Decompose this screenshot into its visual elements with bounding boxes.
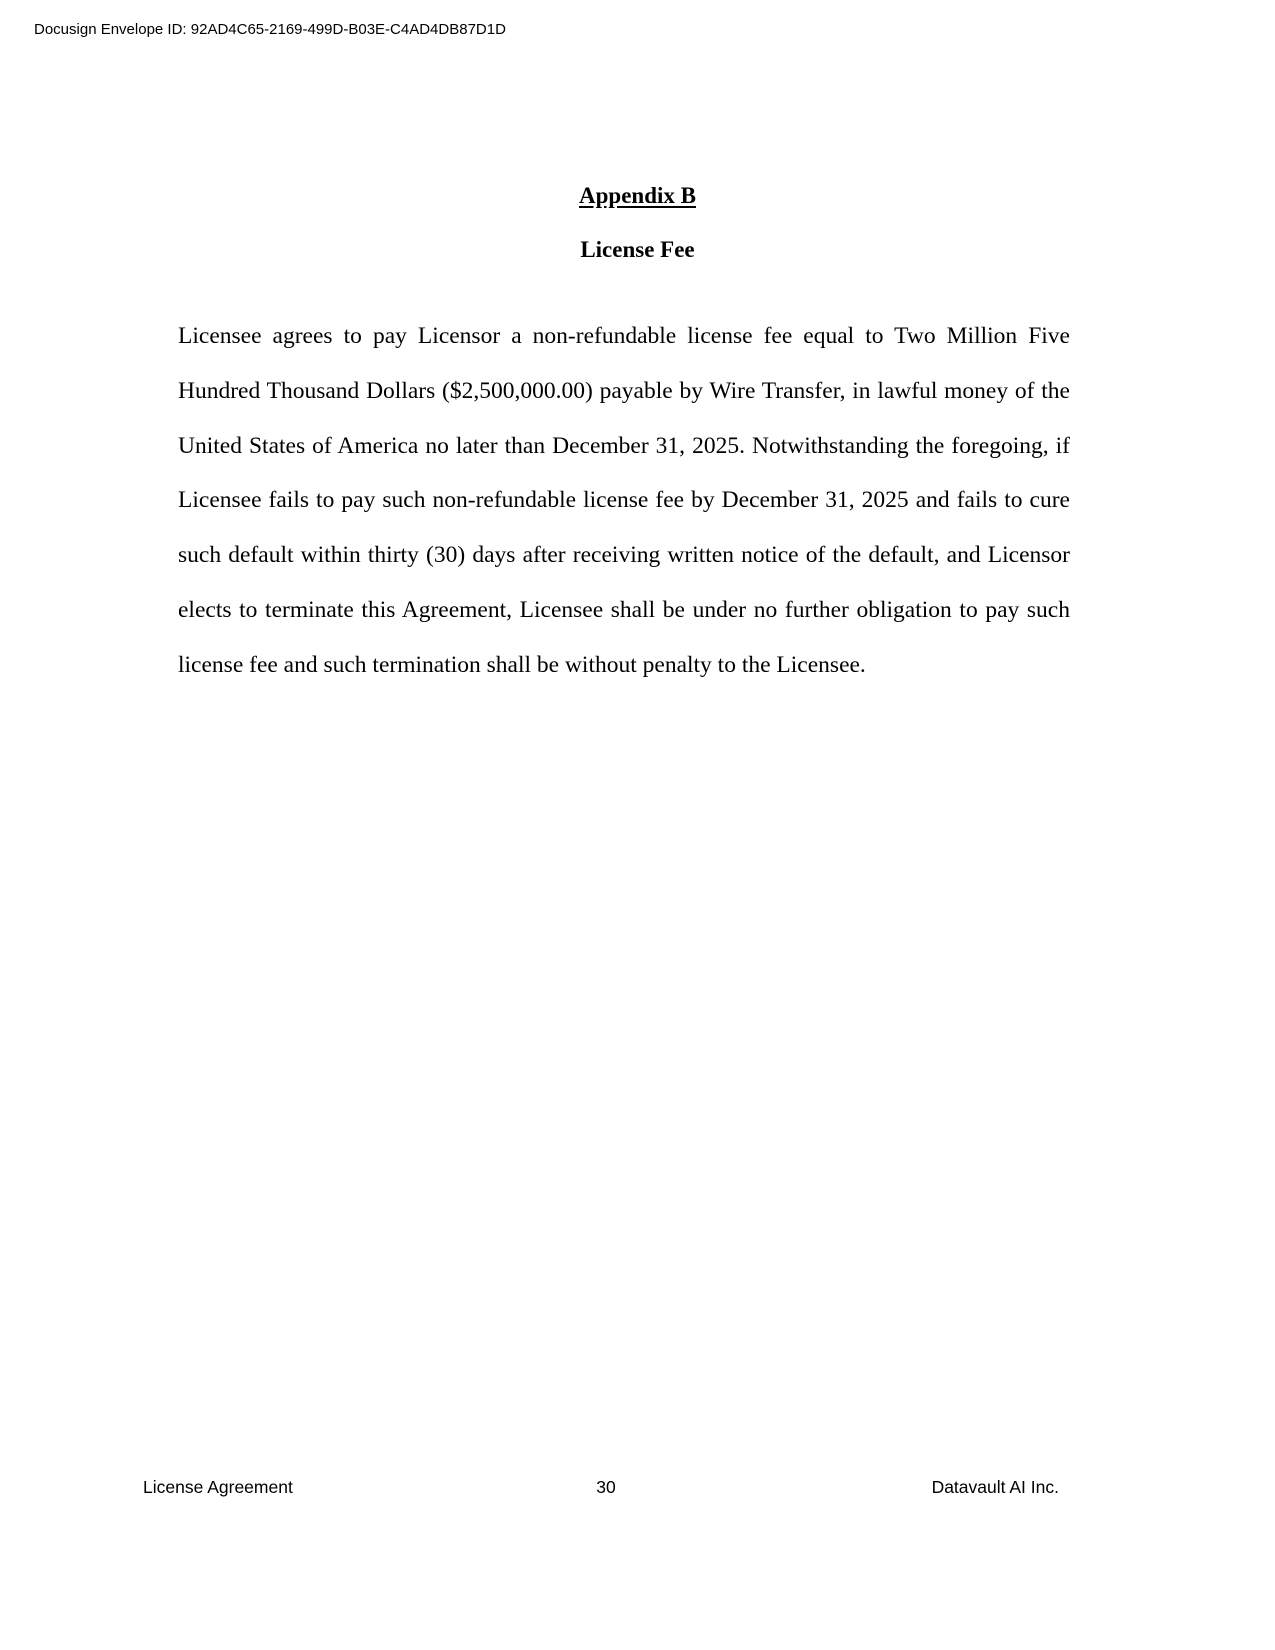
footer-document-name: License Agreement bbox=[143, 1477, 293, 1497]
footer-company-name: Datavault AI Inc. bbox=[931, 1477, 1059, 1497]
footer-page-number: 30 bbox=[596, 1477, 616, 1497]
docusign-envelope-id: Docusign Envelope ID: 92AD4C65-2169-499D-B03E-C4AD4DB87D1D bbox=[34, 21, 506, 38]
appendix-title: Appendix B bbox=[579, 183, 696, 208]
license-fee-paragraph: Licensee agrees to pay Licensor a non-refundable license fee equal to Two Million Five Hundred Thousand Dollars ($2,500,000.00) payable by Wire Transfer, in lawful money of the United States of America no later than December 31, 2025. Notwithstanding the foregoing, if Licensee fails to pay such non-refundable license fee by December 31, 2025 and fails to cure such default within thirty (30) days after receiving written notice of the default, and Licensor elects to terminate this Agreement, Licensee shall be under no further obligation to pay such license fee and such termination shall be without penalty to the Licensee. bbox=[178, 323, 1070, 678]
section-title: License Fee bbox=[580, 237, 695, 262]
